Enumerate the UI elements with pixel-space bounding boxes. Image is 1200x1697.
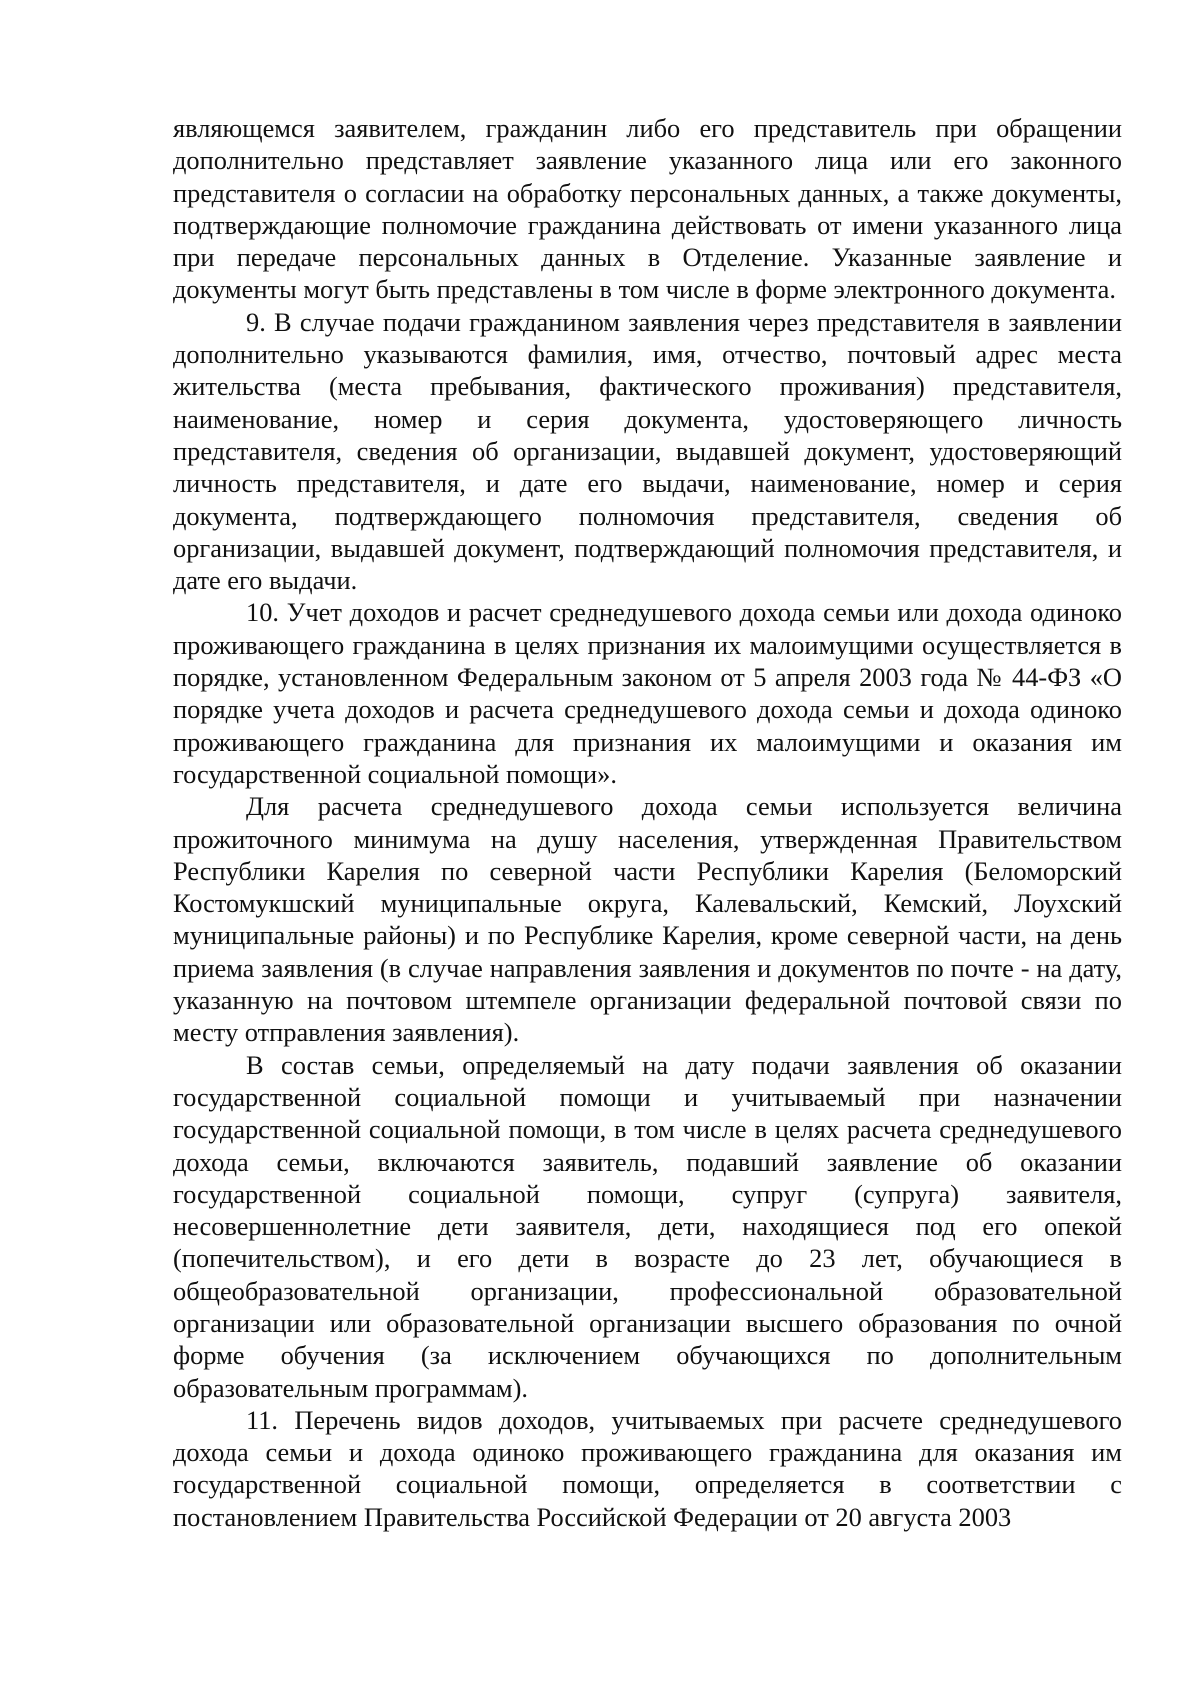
document-page — [173, 112, 1122, 1533]
paragraph-item-11: 11. Перечень видов доходов, учитываемых при расчете среднедушевого дохода семьи и дохода одиноко проживающего гражданина для оказания им государственной социальной помощи, определяется в соответствии с постановлением Правительства Российской Федерации от 20 августа 2003 — [173, 1404, 1122, 1532]
paragraph-item-10: 10. Учет доходов и расчет среднедушевого дохода семьи или дохода одиноко проживающего гражданина в целях признания их малоимущими осуществляется в порядке, установленном Федеральным законом от 5 апреля 2003 года № 44-ФЗ «О порядке учета доходов и расчета среднедушевого дохода семьи и дохода одиноко проживающего гражданина для признания их малоимущими и оказания им государственной социальной помощи». — [173, 597, 1122, 789]
paragraph-continuation: являющемся заявителем, гражданин либо его представитель при обращении дополнительно представляет заявление указанного лица или его законного представителя о согласии на обработку персональных данных, а также документы, подтверждающие полномочие гражданина действовать от имени указанного лица при передаче персональных данных в Отделение. Указанные заявление и документы могут быть представлены в том числе в форме электронного документа. — [173, 113, 1122, 305]
paragraph-item-9: 9. В случае подачи гражданином заявления через представителя в заявлении дополнительно указываются фамилия, имя, отчество, почтовый адрес места жительства (места пребывания, фактического проживания) представителя, наименование, номер и серия документа, удостоверяющего личность представителя, сведения об организации, выдавшей документ, удостоверяющий личность представителя, и дате его выдачи, наименование, номер и серия документа, подтверждающего полномочия представителя, сведения об организации, выдавшей документ, подтверждающий полномочия представителя, и дате его выдачи. — [173, 306, 1122, 596]
paragraph-subsistence-minimum: Для расчета среднедушевого дохода семьи используется величина прожиточного минимума на душу населения, утвержденная Правительством Республики Карелия по северной части Республики Карелия (Беломорский Костомукшский муниципальные округа, Калевальский, Кемский, Лоухский муниципальные районы) и по Республике Карелия, кроме северной части, на день приема заявления (в случае направления заявления и документов по почте - на дату, указанную на почтовом штемпеле организации федеральной почтовой связи по месту отправления заявления). — [173, 791, 1122, 1048]
paragraph-family-composition: В состав семьи, определяемый на дату подачи заявления об оказании государственной социальной помощи и учитываемый при назначении государственной социальной помощи, в том числе в целях расчета среднедушевого дохода семьи, включаются заявитель, подавший заявление об оказании государственной социальной помощи, супруг (супруга) заявителя, несовершеннолетние дети заявителя, дети, находящиеся под его опекой (попечительством), и его дети в возрасте до 23 лет, обучающиеся в общеобразовательной организации, профессиональной образовательной организации или образовательной организации высшего образования по очной форме обучения (за исключением обучающихся по дополнительным образовательным программам). — [173, 1049, 1122, 1403]
